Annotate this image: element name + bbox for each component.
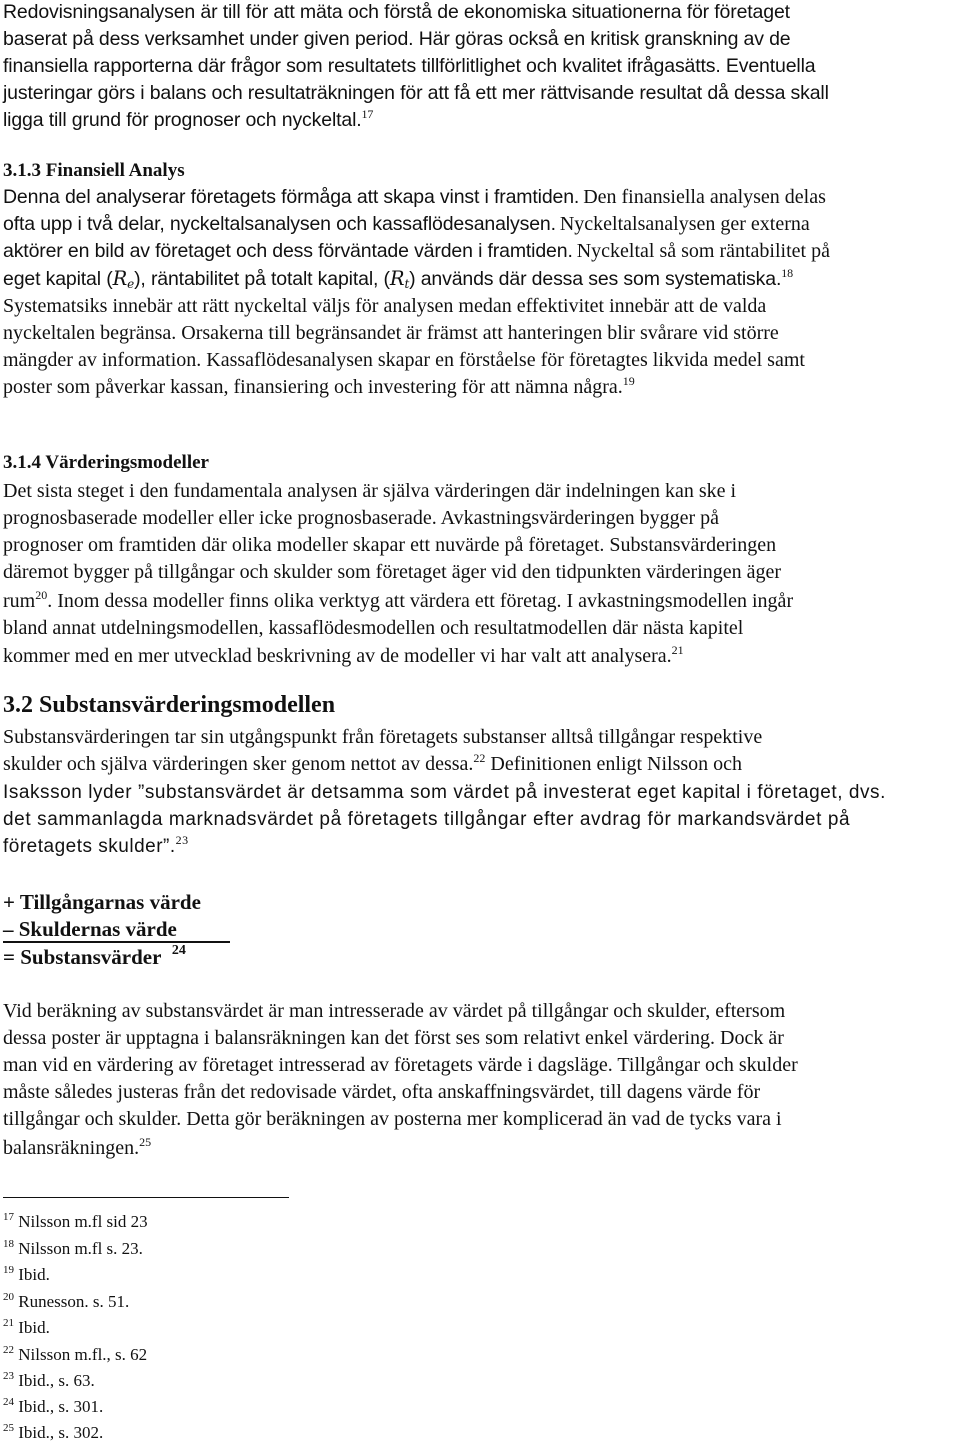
- s314-line-3: prognoser om framtiden där olika modeller skapar ett nuvärde på företaget. Substansvärderingen: [3, 534, 777, 556]
- footnote-ref-25: 25: [139, 1135, 152, 1149]
- closing-line-2: dessa poster är upptagna i balansräkningen kan det först ses som relativt enkel värdering. Dock är: [3, 1027, 784, 1049]
- s313-line-6: nyckeltalen begränsa. Orsakerna till begränsandet är främst att hanteringen blir svårare vid större: [3, 322, 779, 344]
- closing-line-4: måste således justeras från det redovisade värdet, ofta anskaffningsvärdet, till dagens värde för: [3, 1081, 761, 1103]
- s313-line-8: poster som påverkar kassan, finansiering och investering för att nämna några.$^{19}$: [3, 374, 635, 398]
- s32-quote-line-3: företagets skulder”.$^{23}$: [3, 833, 189, 857]
- footnote-22: $^{22}$ Nilsson m.fl., s. 62: [3, 1344, 148, 1364]
- s314-line-7: kommer med en mer utvecklad beskrivning av de modeller vi har valt att analysera.$^{21}$: [3, 643, 684, 667]
- s32-line-2: skulder och själva värderingen sker genom nettot av dessa.$^{22}$ Definitionen enligt Nilsson och: [3, 751, 743, 775]
- heading-3-2: 3.2 Substansvärderingsmodellen: [3, 692, 336, 718]
- intro-line-2: baserat på dess verksamhet under given period. Här göras också en kritisk granskning av de: [3, 28, 791, 50]
- formula-equals: = Substansvärder $^{24}$: [3, 943, 186, 969]
- s313-line-3: aktörer en bild av företaget och dess förväntade värden i framtiden. Nyckeltal så som räntabilitet på: [3, 240, 830, 262]
- intro-line-3: finansiella rapporterna där frågor som resultatets tillförlitlighet och kvalitet ifrågasätts. Eventuella: [3, 55, 816, 77]
- heading-3-1-4: 3.1.4 Värderingsmodeller: [3, 452, 209, 473]
- formula-minus: – Skuldernas värde: [3, 917, 177, 941]
- heading-3-1-3: 3.1.3 Finansiell Analys: [3, 160, 185, 181]
- s313-line-7: mängder av information. Kassaflödesanalysen skapar en förståelse för företagtes likvida medel samt: [3, 349, 805, 371]
- footnote-ref-19: 19: [622, 374, 635, 388]
- footnote-17: $^{17}$ Nilsson m.fl sid 23: [3, 1211, 148, 1231]
- closing-line-1: Vid beräkning av substansvärdet är man intresserade av värdet på tillgångar och skulder, eftersom: [3, 1000, 786, 1022]
- intro-line-1: Redovisningsanalysen är till för att mäta och förstå de ekonomiska situationerna för företaget: [3, 1, 790, 23]
- closing-line-3: man vid en värdering av företaget intresserad av företagets värde i dagsläge. Tillgångar och skulder: [3, 1054, 798, 1076]
- footnote-25: $^{25}$ Ibid., s. 302.: [3, 1422, 104, 1442]
- formula-underline: [3, 941, 230, 943]
- intro-line-4: justeringar görs i balans och resultaträkningen för att få ett mer rättvisande resultat då dessa skall: [3, 82, 829, 104]
- footnote-separator: [3, 1197, 289, 1198]
- footnote-21: $^{21}$ Ibid.: [3, 1317, 50, 1337]
- s313-line-2: ofta upp i två delar, nyckeltalsanalysen och kassaflödesanalysen. Nyckeltalsanalysen ger externa: [3, 213, 810, 235]
- footnote-ref-18: 18: [781, 266, 793, 280]
- math-r-e: $R_e$: [112, 267, 135, 291]
- s314-line-4: däremot bygger på tillgångar och skulder som företaget äger vid den tidpunkten värderingen äger: [3, 561, 782, 583]
- s32-line-1: Substansvärderingen tar sin utgångspunkt från företagets substanser alltså tillgångar respektive: [3, 726, 763, 748]
- s314-line-1: Det sista steget i den fundamentala analysen är själva värderingen där indelningen kan ske i: [3, 480, 737, 502]
- footnote-ref-22: 22: [473, 751, 486, 765]
- s314-line-6: bland annat utdelningsmodellen, kassaflödesmodellen och resultatmodellen där nästa kapitel: [3, 617, 744, 639]
- footnote-24: $^{24}$ Ibid., s. 301.: [3, 1396, 104, 1416]
- footnote-ref-20: 20: [35, 588, 48, 602]
- closing-line-5: tillgångar och skulder. Detta gör beräkningen av posterna mer komplicerad än vad de tycks vara i: [3, 1108, 782, 1130]
- footnote-20: $^{20}$ Runesson. s. 51.: [3, 1291, 130, 1311]
- s32-quote-line-1: Isaksson lyder ”substansvärdet är detsamma som värdet på investerat eget kapital i företaget, dvs.: [3, 782, 886, 803]
- s314-line-2: prognosbaserade modeller eller icke prognosbaserade. Avkastningsvärderingen bygger på: [3, 507, 720, 529]
- s32-quote-line-2: det sammanlagda marknadsvärdet på företagets tillgångar efter avdrag för markandsvärdet på: [3, 809, 851, 830]
- intro-line-5: ligga till grund för prognoser och nyckeltal.$^{17}$: [3, 107, 374, 131]
- s313-line-4: eget kapital $(R_e)$, räntabilitet på totalt kapital, $(R_t)$ används där dessa ses som systematiska.$^{18}$: [3, 266, 793, 291]
- closing-line-6: balansräkningen.$^{25}$: [3, 1135, 152, 1159]
- formula-plus: + Tillgångarnas värde: [3, 890, 201, 914]
- footnote-ref-17: 17: [361, 107, 374, 121]
- footnote-18: $^{18}$ Nilsson m.fl s. 23.: [3, 1238, 143, 1258]
- footnote-ref-24: 24: [171, 943, 186, 958]
- footnote-19: $^{19}$ Ibid.: [3, 1264, 50, 1284]
- s313-line-5: Systematsiks innebär att rätt nyckeltal väljs för analysen medan effektivitet innebär att de valda: [3, 295, 767, 317]
- footnote-ref-23: 23: [175, 833, 189, 847]
- s314-line-5: rum$^{20}$. Inom dessa modeller finns olika verktyg att värdera ett företag. I avkastningsmodellen ingår: [3, 588, 794, 612]
- footnote-ref-21: 21: [671, 643, 684, 657]
- s313-line-1: Denna del analyserar företagets förmåga att skapa vinst i framtiden. Den finansiella analysen delas: [3, 186, 826, 208]
- footnote-23: $^{23}$ Ibid., s. 63.: [3, 1370, 95, 1390]
- math-r-t: $R_t$: [389, 267, 410, 291]
